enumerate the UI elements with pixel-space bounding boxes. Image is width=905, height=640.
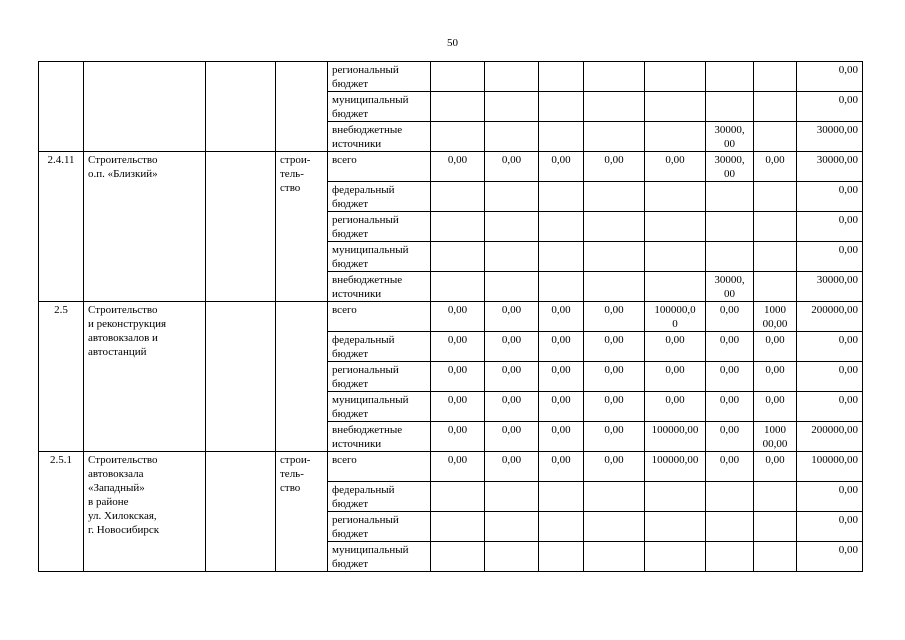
year-value <box>584 122 645 152</box>
year-value <box>584 62 645 92</box>
funding-source: всего <box>328 452 431 482</box>
table-row <box>39 302 863 332</box>
work-kind: строи- тель- ство <box>276 452 328 572</box>
year-value <box>431 62 485 92</box>
year-value <box>645 212 706 242</box>
row-number <box>39 62 84 152</box>
year-value <box>645 62 706 92</box>
row-number: 2.5 <box>39 302 84 452</box>
year-value <box>754 482 797 512</box>
total-value: 200000,00 <box>797 422 863 452</box>
year-value <box>584 482 645 512</box>
event-name: Строительство автовокзала «Западный» в районе ул. Хилокская, г. Новосибирск <box>84 452 206 572</box>
year-value <box>539 512 584 542</box>
year-value: 0,00 <box>539 422 584 452</box>
year-value: 0,00 <box>584 152 645 182</box>
funding-source: внебюджетные источники <box>328 122 431 152</box>
year-value <box>584 212 645 242</box>
year-value: 0,00 <box>431 362 485 392</box>
year-value <box>431 92 485 122</box>
year-value: 1000 00,00 <box>754 422 797 452</box>
work-kind <box>276 302 328 452</box>
year-value: 0,00 <box>584 452 645 482</box>
year-value <box>645 242 706 272</box>
funding-source: муниципальный бюджет <box>328 392 431 422</box>
year-value <box>539 542 584 572</box>
funding-source: региональный бюджет <box>328 62 431 92</box>
year-value <box>754 512 797 542</box>
year-value: 0,00 <box>431 422 485 452</box>
year-value <box>754 242 797 272</box>
funding-source: федеральный бюджет <box>328 182 431 212</box>
total-value: 0,00 <box>797 542 863 572</box>
year-value: 1000 00,00 <box>754 302 797 332</box>
year-value: 0,00 <box>539 302 584 332</box>
empty-cell <box>206 452 276 572</box>
funding-source: федеральный бюджет <box>328 482 431 512</box>
total-value: 30000,00 <box>797 272 863 302</box>
total-value: 0,00 <box>797 392 863 422</box>
year-value <box>539 482 584 512</box>
year-value: 0,00 <box>485 332 539 362</box>
year-value <box>431 212 485 242</box>
total-value: 0,00 <box>797 182 863 212</box>
year-value: 0,00 <box>706 392 754 422</box>
year-value <box>754 92 797 122</box>
funding-source: федеральный бюджет <box>328 332 431 362</box>
year-value: 30000, 00 <box>706 272 754 302</box>
year-value: 30000, 00 <box>706 122 754 152</box>
empty-cell <box>206 302 276 452</box>
year-value: 0,00 <box>539 392 584 422</box>
year-value <box>645 272 706 302</box>
year-value: 0,00 <box>706 362 754 392</box>
year-value <box>539 122 584 152</box>
year-value <box>706 542 754 572</box>
year-value <box>754 182 797 212</box>
year-value: 0,00 <box>539 362 584 392</box>
year-value <box>706 212 754 242</box>
year-value <box>645 512 706 542</box>
year-value <box>485 272 539 302</box>
year-value <box>754 272 797 302</box>
funding-source: региональный бюджет <box>328 362 431 392</box>
year-value: 0,00 <box>754 152 797 182</box>
funding-source: региональный бюджет <box>328 212 431 242</box>
year-value: 0,00 <box>754 452 797 482</box>
funding-source: региональный бюджет <box>328 512 431 542</box>
funding-source: всего <box>328 302 431 332</box>
year-value: 0,00 <box>754 362 797 392</box>
year-value <box>539 272 584 302</box>
total-value: 30000,00 <box>797 152 863 182</box>
total-value: 0,00 <box>797 242 863 272</box>
year-value: 0,00 <box>539 152 584 182</box>
year-value: 0,00 <box>431 332 485 362</box>
year-value: 0,00 <box>584 332 645 362</box>
year-value: 0,00 <box>645 362 706 392</box>
empty-cell <box>206 62 276 152</box>
funding-source: муниципальный бюджет <box>328 92 431 122</box>
year-value: 0,00 <box>754 392 797 422</box>
total-value: 0,00 <box>797 362 863 392</box>
year-value <box>754 542 797 572</box>
year-value: 0,00 <box>584 422 645 452</box>
year-value: 0,00 <box>645 392 706 422</box>
year-value: 100000,00 <box>645 422 706 452</box>
year-value <box>539 92 584 122</box>
total-value: 100000,00 <box>797 452 863 482</box>
total-value: 0,00 <box>797 512 863 542</box>
event-name: Строительство и реконструкция автовокзалов и автостанций <box>84 302 206 452</box>
year-value <box>431 182 485 212</box>
year-value: 0,00 <box>584 392 645 422</box>
year-value: 0,00 <box>485 452 539 482</box>
year-value <box>539 242 584 272</box>
year-value: 0,00 <box>645 152 706 182</box>
year-value <box>539 212 584 242</box>
funding-source: муниципальный бюджет <box>328 542 431 572</box>
table-row <box>39 452 863 482</box>
year-value <box>485 212 539 242</box>
year-value: 0,00 <box>485 152 539 182</box>
year-value: 0,00 <box>431 302 485 332</box>
total-value: 0,00 <box>797 332 863 362</box>
year-value <box>431 542 485 572</box>
year-value <box>754 122 797 152</box>
table-row <box>39 62 863 92</box>
event-name <box>84 62 206 152</box>
year-value <box>754 212 797 242</box>
event-name: Строительство о.п. «Близкий» <box>84 152 206 302</box>
year-value <box>645 482 706 512</box>
year-value: 0,00 <box>706 302 754 332</box>
year-value: 0,00 <box>584 302 645 332</box>
year-value <box>431 242 485 272</box>
year-value <box>485 542 539 572</box>
page-number: 50 <box>447 37 458 49</box>
budget-table <box>38 61 863 572</box>
year-value <box>431 482 485 512</box>
year-value: 100000,0 0 <box>645 302 706 332</box>
year-value <box>584 92 645 122</box>
year-value <box>645 182 706 212</box>
funding-source: внебюджетные источники <box>328 272 431 302</box>
year-value <box>485 62 539 92</box>
year-value <box>645 92 706 122</box>
year-value: 0,00 <box>431 152 485 182</box>
year-value: 0,00 <box>485 362 539 392</box>
year-value: 0,00 <box>539 332 584 362</box>
year-value <box>539 182 584 212</box>
year-value <box>584 542 645 572</box>
year-value <box>706 62 754 92</box>
year-value: 0,00 <box>584 362 645 392</box>
total-value: 200000,00 <box>797 302 863 332</box>
year-value <box>431 122 485 152</box>
work-kind <box>276 62 328 152</box>
total-value: 0,00 <box>797 482 863 512</box>
year-value: 30000, 00 <box>706 152 754 182</box>
year-value <box>584 182 645 212</box>
year-value <box>485 512 539 542</box>
year-value: 0,00 <box>754 332 797 362</box>
year-value: 0,00 <box>706 422 754 452</box>
year-value <box>706 242 754 272</box>
year-value: 100000,00 <box>645 452 706 482</box>
year-value: 0,00 <box>706 452 754 482</box>
year-value: 0,00 <box>706 332 754 362</box>
year-value <box>706 482 754 512</box>
year-value: 0,00 <box>539 452 584 482</box>
year-value <box>706 182 754 212</box>
year-value <box>584 242 645 272</box>
year-value <box>706 92 754 122</box>
total-value: 0,00 <box>797 212 863 242</box>
year-value <box>431 272 485 302</box>
year-value <box>485 92 539 122</box>
year-value: 0,00 <box>485 422 539 452</box>
total-value: 0,00 <box>797 92 863 122</box>
year-value <box>485 242 539 272</box>
work-kind: строи- тель- ство <box>276 152 328 302</box>
year-value <box>539 62 584 92</box>
year-value: 0,00 <box>431 452 485 482</box>
year-value <box>645 542 706 572</box>
row-number: 2.5.1 <box>39 452 84 572</box>
table-row <box>39 152 863 182</box>
year-value <box>485 482 539 512</box>
year-value <box>485 122 539 152</box>
year-value <box>485 182 539 212</box>
year-value: 0,00 <box>485 392 539 422</box>
funding-source: муниципальный бюджет <box>328 242 431 272</box>
funding-source: всего <box>328 152 431 182</box>
year-value <box>584 272 645 302</box>
total-value: 0,00 <box>797 62 863 92</box>
year-value <box>706 512 754 542</box>
year-value <box>431 512 485 542</box>
funding-source: внебюджетные источники <box>328 422 431 452</box>
total-value: 30000,00 <box>797 122 863 152</box>
year-value: 0,00 <box>645 332 706 362</box>
year-value <box>584 512 645 542</box>
year-value: 0,00 <box>431 392 485 422</box>
year-value <box>754 62 797 92</box>
empty-cell <box>206 152 276 302</box>
year-value: 0,00 <box>485 302 539 332</box>
row-number: 2.4.11 <box>39 152 84 302</box>
year-value <box>645 122 706 152</box>
